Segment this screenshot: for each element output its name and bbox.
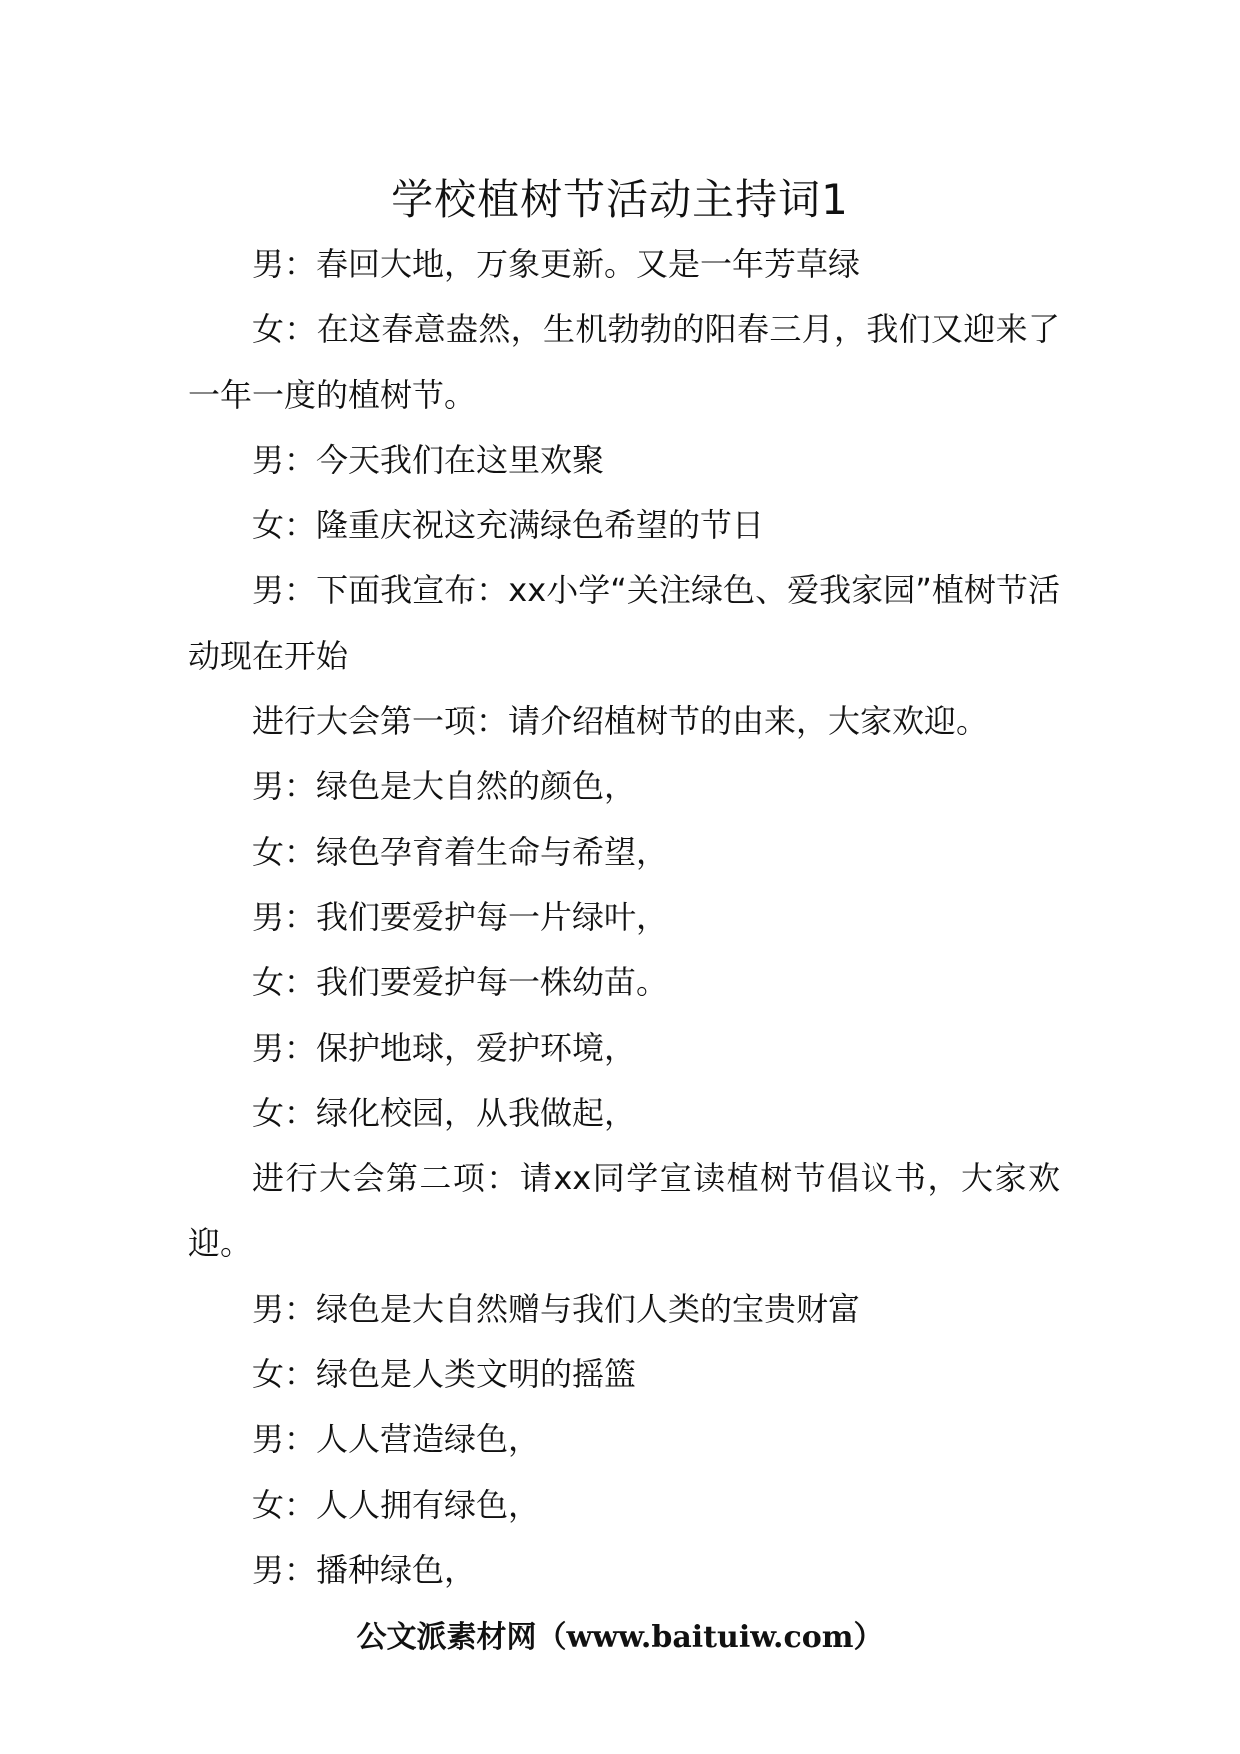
- paragraph: 女：我们要爱护每一株幼苗。: [252, 963, 669, 1002]
- paragraph: 男：春回大地，万象更新。又是一年芳草绿: [252, 245, 861, 283]
- paragraph: 男：今天我们在这里欢聚: [252, 440, 605, 479]
- paragraph: 女：隆重庆祝这充满绿色希望的节日: [252, 506, 765, 545]
- paragraph: 男：下面我宣布：xx小学“关注绿色、爱我家园”植树节活动现在开始: [188, 571, 1060, 675]
- paragraph: 男：绿色是大自然的颜色，: [252, 767, 637, 806]
- paragraph: 进行大会第一项：请介绍植树节的由来，大家欢迎。: [252, 702, 989, 741]
- paragraph: 进行大会第二项：请xx同学宣读植树节倡议书，大家欢迎。: [188, 1159, 1060, 1263]
- document-title: 学校植树节活动主持词1: [391, 175, 849, 224]
- document-body: [188, 232, 1060, 1603]
- paragraph: 女：人人拥有绿色，: [252, 1485, 541, 1524]
- page-footer-source: 公文派素材网（www.baituiw.com）: [356, 1620, 884, 1655]
- paragraph: 男：我们要爱护每一片绿叶，: [252, 897, 669, 936]
- paragraph: 女：绿化校园，从我做起，: [252, 1093, 637, 1132]
- paragraph: 女：绿色孕育着生命与希望，: [252, 832, 669, 871]
- paragraph: 男：保护地球，爱护环境，: [252, 1028, 637, 1067]
- paragraph: 女：绿色是人类文明的摇篮: [252, 1355, 637, 1394]
- paragraph: 男：播种绿色，: [252, 1550, 477, 1589]
- paragraph: 女：在这春意盎然，生机勃勃的阳春三月，我们又迎来了一年一度的植树节。: [188, 310, 1060, 414]
- paragraph: 男：人人营造绿色，: [252, 1420, 541, 1459]
- paragraph: 男：绿色是大自然赠与我们人类的宝贵财富: [252, 1289, 861, 1328]
